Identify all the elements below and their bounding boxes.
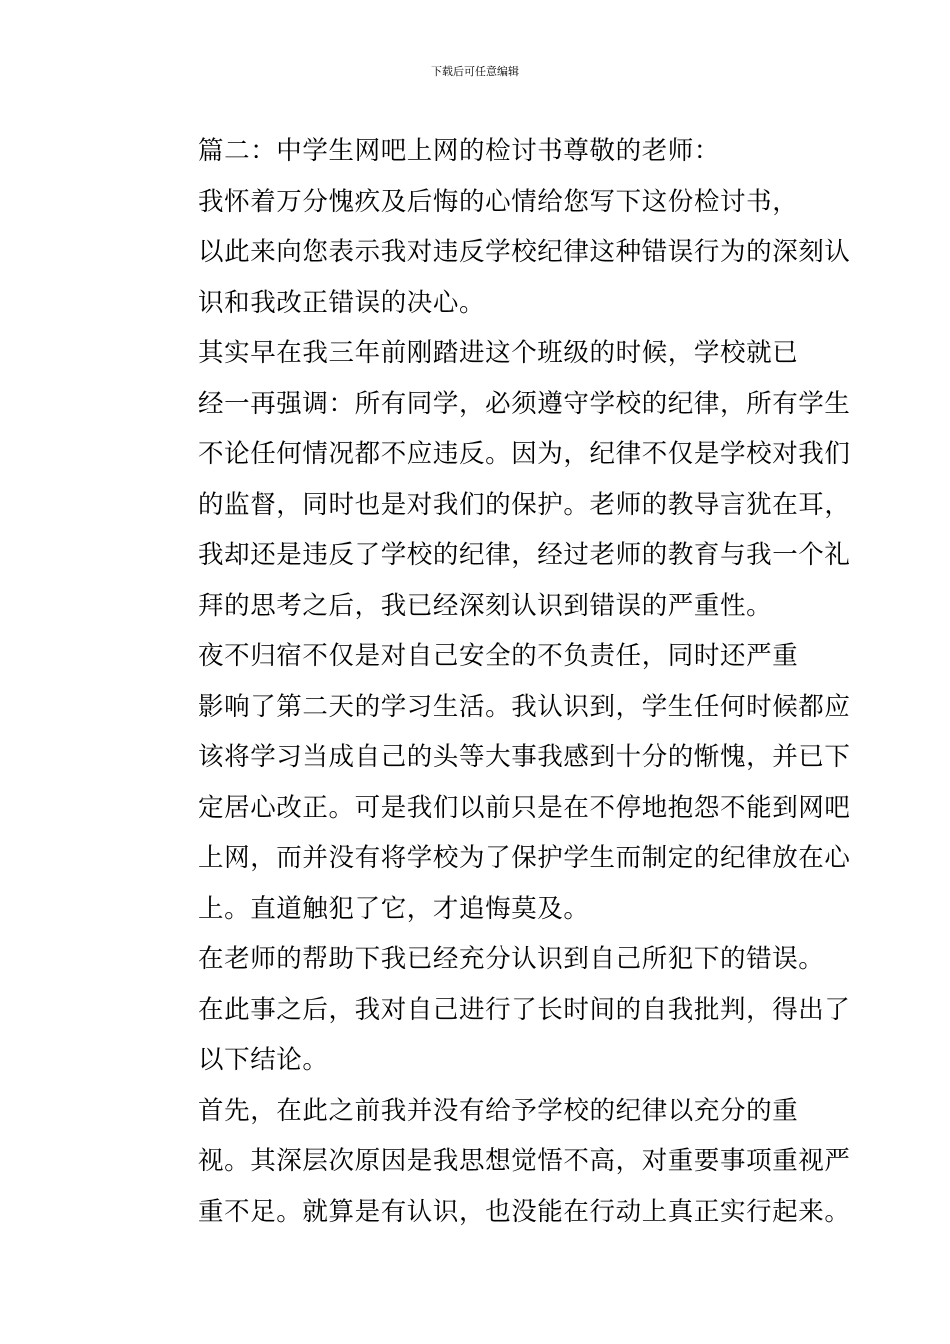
text-line: 我怀着万分愧疚及后悔的心情给您写下这份检讨书，	[198, 186, 799, 217]
paragraph	[146, 1086, 851, 1238]
text-line: 在老师的帮助下我已经充分认识到自己所犯下的错误。	[198, 944, 825, 974]
text-line: 上。直道触犯了它，才追悔莫及。	[198, 893, 590, 924]
text-line: 定居心改正。可是我们以前只是在不停地抱怨不能到网吧	[198, 792, 851, 823]
text-line: 以此来向您表示我对违反学校纪律这种错误行为的深刻认	[198, 237, 851, 267]
text-line: 在此事之后，我对自己进行了长时间的自我批判，得出了	[198, 994, 851, 1025]
text-line: 视。其深层次原因是我思想觉悟不高，对重要事项重视严	[198, 1146, 851, 1176]
text-line: 重不足。就算是有认识，也没能在行动上真正实行起来。	[198, 1196, 851, 1227]
text-line: 识和我改正错误的决心。	[198, 287, 486, 318]
paragraph	[146, 177, 851, 329]
text-line: 的监督，同时也是对我们的保护。老师的教导言犹在耳，	[198, 489, 851, 520]
text-line: 夜不归宿不仅是对自己安全的不负责任，同时还严重	[198, 641, 799, 671]
paragraph	[146, 328, 851, 631]
text-line: 上网，而并没有将学校为了保护学生而制定的纪律放在心	[198, 843, 851, 873]
paragraph	[146, 631, 851, 934]
text-line: 不论任何情况都不应违反。因为，纪律不仅是学校对我们	[198, 439, 851, 469]
text-line: 该将学习当成自己的头等大事我感到十分的惭愧，并已下	[198, 742, 851, 772]
text-line: 首先，在此之前我并没有给予学校的纪律以充分的重	[198, 1095, 799, 1126]
page-header: 下载后可任意编辑	[431, 65, 519, 78]
text-line: 拜的思考之后，我已经深刻认识到错误的严重性。	[198, 590, 773, 621]
text-line: 以下结论。	[198, 1045, 329, 1075]
text-line: 经一再强调：所有同学，必须遵守学校的纪律，所有学生	[198, 388, 851, 419]
text-line: 其实早在我三年前刚踏进这个班级的时候，学校就已	[198, 338, 799, 368]
text-line: 我却还是违反了学校的纪律，经过老师的教育与我一个礼	[198, 540, 851, 570]
text-line: 影响了第二天的学习生活。我认识到，学生任何时候都应	[198, 691, 851, 722]
text-line: 篇二：中学生网吧上网的检讨书尊敬的老师：	[198, 136, 721, 166]
document-body	[146, 126, 851, 1237]
paragraph-title	[146, 126, 806, 177]
paragraph	[146, 934, 851, 1086]
